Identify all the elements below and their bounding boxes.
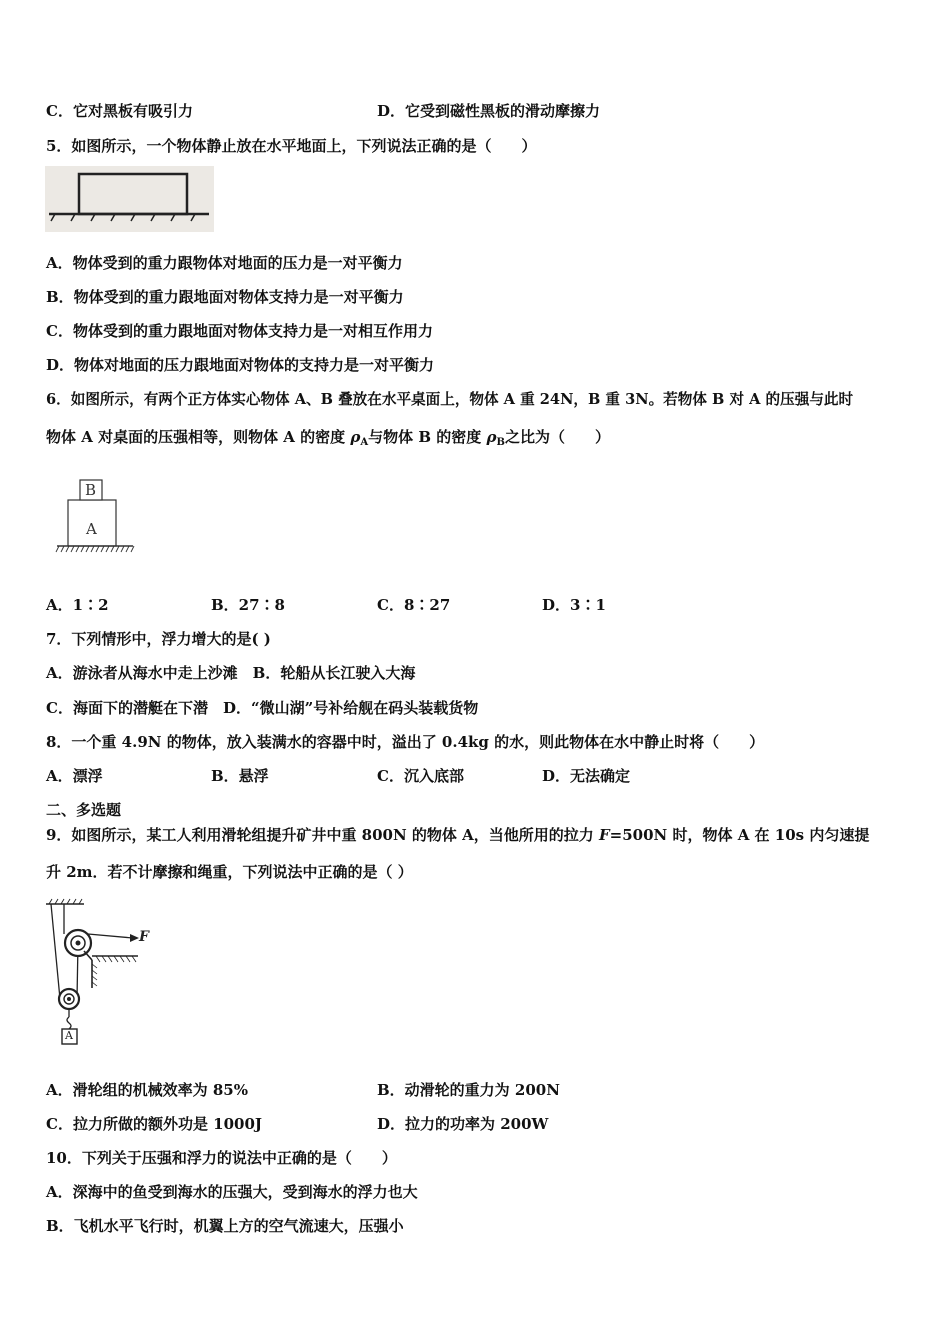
q9-block-a-label: A — [65, 1029, 73, 1042]
q9-stem-line1: 9．如图所示，某工人利用滑轮组提升矿井中重 800N 的物体 A，当他所用的拉力 F=500N 时，物体 A 在 10s 内匀速提 — [46, 826, 870, 844]
q8-option-a: A．漂浮 — [46, 767, 103, 785]
q6-option-c: C．8∶27 — [377, 596, 451, 614]
q6-block-b-label: B — [85, 481, 97, 499]
q7-options-ab: A．游泳者从海水中走上沙滩 B．轮船从长江驶入大海 — [46, 664, 416, 682]
q9-option-c: C．拉力所做的额外功是 1000J — [46, 1115, 263, 1133]
q10-option-a: A．深海中的鱼受到海水的压强大，受到海水的浮力也大 — [46, 1183, 418, 1201]
q6-option-d: D．3∶1 — [542, 596, 606, 614]
q6-block-a-label: A — [86, 520, 97, 538]
q8-option-d: D．无法确定 — [542, 767, 631, 785]
q8-option-b: B．悬浮 — [211, 767, 269, 785]
q4-option-d: D．它受到磁性黑板的滑动摩擦力 — [377, 102, 601, 120]
q9-pulley-figure — [40, 898, 160, 1054]
section-title-multiple-choice: 二、多选题 — [46, 801, 122, 819]
q5-option-a: A．物体受到的重力跟物体对地面的压力是一对平衡力 — [46, 254, 403, 272]
q5-option-b: B．物体受到的重力跟地面对物体支持力是一对平衡力 — [46, 288, 404, 306]
q9-stem-line2: 升 2m．若不计摩擦和绳重，下列说法中正确的是（ ） — [46, 863, 413, 881]
q6-stem-line1: 6．如图所示，有两个正方体实心物体 A、B 叠放在水平桌面上，物体 A 重 24N，B 重 3N。若物体 B 对 A 的压强与此时 — [46, 391, 854, 408]
q6-stem-line2: 物体 A 对桌面的压强相等，则物体 A 的密度 $\rho_A$与物体 B 的密度 $\rho_B$之比为（ ） — [46, 428, 610, 448]
q5-stem: 5．如图所示，一个物体静止放在水平地面上，下列说法正确的是（ ） — [46, 137, 537, 155]
q9-option-d: D．拉力的功率为 200W — [377, 1115, 549, 1133]
q8-option-c: C．沉入底部 — [377, 767, 464, 785]
q9-option-b: B．动滑轮的重力为 200N — [377, 1081, 560, 1099]
q9-option-a: A．滑轮组的机械效率为 85% — [46, 1081, 248, 1099]
q6-option-a: A．1∶2 — [46, 596, 109, 614]
q7-stem: 7．下列情形中，浮力增大的是( ) — [46, 630, 271, 648]
q10-stem: 10．下列关于压强和浮力的说法中正确的是（ ） — [46, 1149, 397, 1167]
q5-figure — [45, 166, 214, 232]
q6-option-b: B．27∶8 — [211, 596, 285, 614]
q8-stem: 8．一个重 4.9N 的物体，放入装满水的容器中时，溢出了 0.4kg 的水，则此物体在水中静止时将（ ） — [46, 733, 765, 751]
q6-figure — [55, 478, 135, 558]
q10-option-b: B．飞机水平飞行时，机翼上方的空气流速大，压强小 — [46, 1217, 404, 1235]
q5-option-d: D．物体对地面的压力跟地面对物体的支持力是一对平衡力 — [46, 356, 435, 374]
q9-force-label: F — [139, 929, 149, 945]
q5-option-c: C．物体受到的重力跟地面对物体支持力是一对相互作用力 — [46, 322, 433, 340]
q7-options-cd: C．海面下的潜艇在下潜 D．“微山湖”号补给舰在码头装载货物 — [46, 699, 479, 717]
q4-option-c: C．它对黑板有吸引力 — [46, 102, 193, 120]
